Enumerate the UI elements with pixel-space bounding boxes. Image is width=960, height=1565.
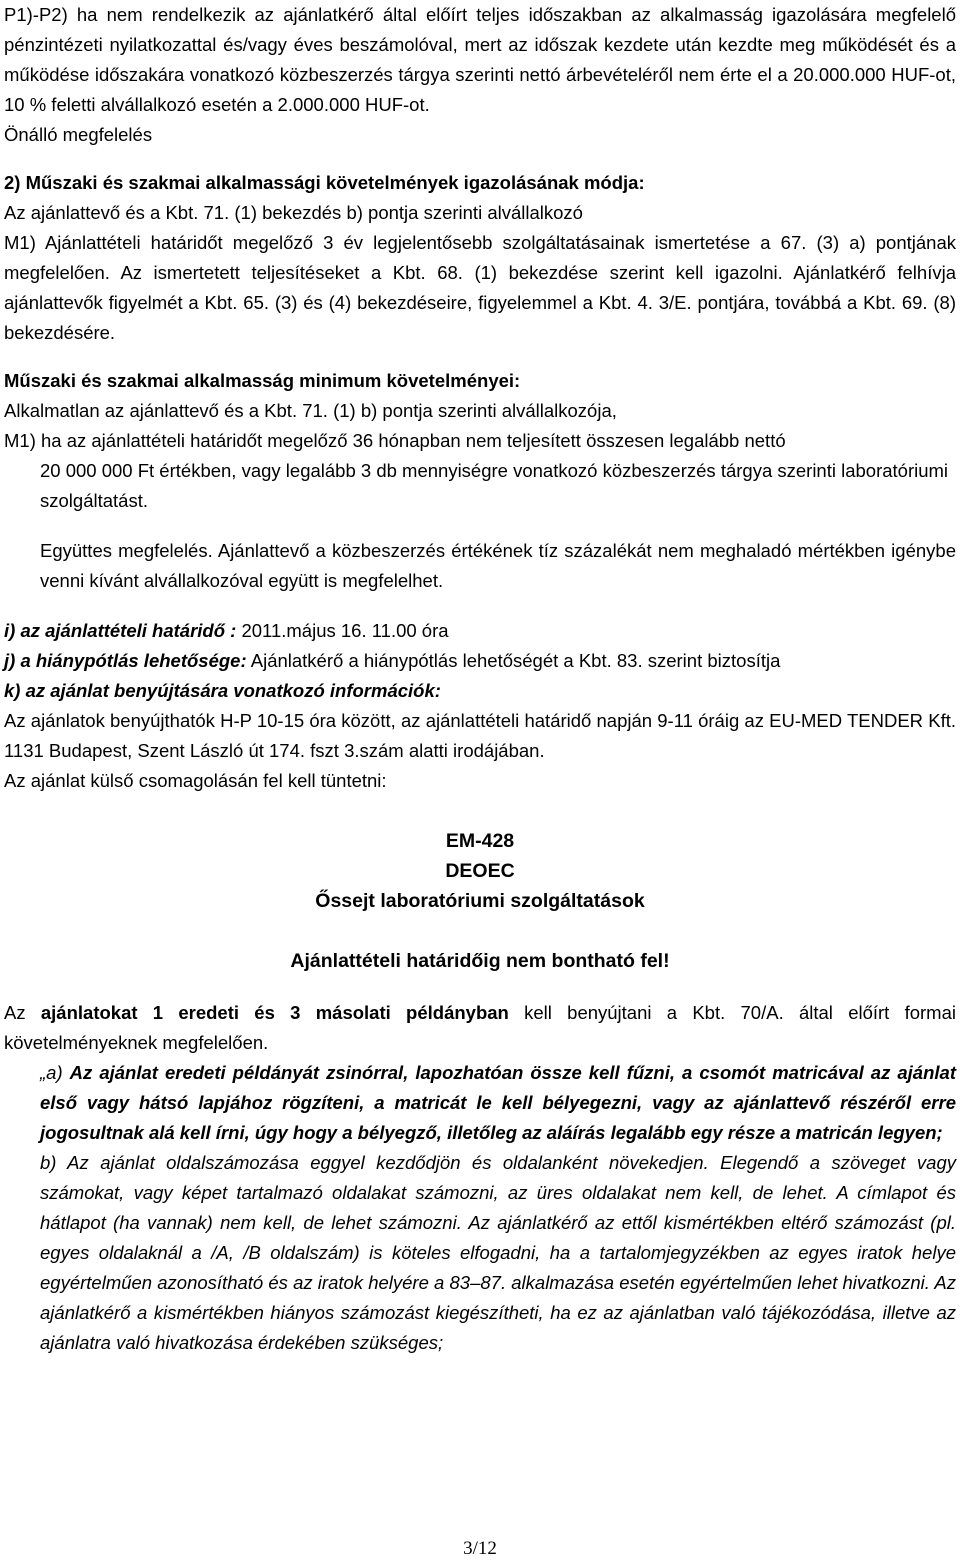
deadline-value: 2011.május 16. 11.00 óra (236, 620, 449, 641)
hianypotlas-line (4, 646, 956, 676)
copies-pre: Az (4, 1002, 41, 1023)
package-label-line3: Őssejt laboratóriumi szolgáltatások (315, 890, 645, 912)
copies-post: kell benyújtani a Kbt. 70/A. által előírt formai követelményeknek megfelelően. (4, 1002, 956, 1053)
minimum-m1-cont: 20 000 000 Ft értékben, vagy legalább 3 db mennyiségre vonatkozó közbeszerzés tárgya szerinti laboratóriumi szolgáltatást. (40, 460, 949, 511)
hianypotlas-label: j) a hiánypótlás lehetősége: (4, 650, 247, 671)
page-number: 3/12 (463, 1538, 497, 1559)
minimum-heading: Műszaki és szakmai alkalmasság minimum követelményei: (4, 370, 521, 391)
minimum-m1-lead: M1) ha az ajánlattételi határidőt megelőző 36 hónapban nem teljesített összesen legalább nettó (4, 430, 786, 451)
copies-paragraph (4, 998, 956, 1058)
rule-a-prefix: „a) (40, 1062, 70, 1083)
submission-heading: k) az ajánlat benyújtására vonatkozó információk: (4, 680, 441, 701)
deadline-line (4, 616, 956, 646)
section2-m1: M1) Ajánlattételi határidőt megelőző 3 év legjelentősebb szolgáltatásainak ismertetése a 67. (3) a) pontjának megfelelően. Az ismertetett teljesítéseket a Kbt. 68. (1) bekezdése szerint kell igazolni. Ajánlatkérő felhívja ajánlattevők figyelmét a Kbt. 65. (3) és (4) bekezdéseire, figyelemmel a Kbt. 4. 3/E. pontjára, továbbá a Kbt. 69. (8) bekezdésére. (4, 232, 956, 343)
package-label (4, 826, 956, 976)
package-warning: Ajánlattételi határidőig nem bontható fel! (290, 950, 670, 972)
onallo-megfeleles: Önálló megfelelés (4, 124, 153, 145)
hianypotlas-value: Ajánlatkérő a hiánypótlás lehetőségét a Kbt. 83. szerint biztosítja (246, 650, 781, 671)
p1-p2-paragraph: P1)-P2) ha nem rendelkezik az ajánlatkérő által előírt teljes időszakban az alkalmasság igazolására megfelelő pénzintézeti nyilatkozattal és/vagy éves beszámolóval, mert az időszak kezdete után kezdte meg működését és a működése időszakára vonatkozó közbeszerzés tárgya szerinti nettó árbevételéről nem érte el a 20.000.000 HUF-ot, 10 % feletti alvállalkozó esetén a 2.000.000 HUF-ot. (4, 4, 956, 115)
egyuttes-megfeleles: Együttes megfelelés. Ajánlattevő a közbeszerzés értékének tíz százalékát nem meghaladó mértékben igénybe venni kívánt alvállalkozóval együtt is megfelelhet. (40, 540, 956, 591)
deadline-label: i) az ajánlattételi határidő : (4, 620, 237, 641)
package-intro: Az ajánlat külső csomagolásán fel kell tüntetni: (4, 770, 387, 791)
rule-a (4, 1058, 956, 1148)
submission-text: Az ajánlatok benyújthatók H-P 10-15 óra között, az ajánlattételi határidő napján 9-11 óráig az EU-MED TENDER Kft. 1131 Budapest, Szent László út 174. fszt 3.szám alatti irodájában. (4, 710, 956, 761)
package-label-line2: DEOEC (445, 860, 515, 882)
rule-a-text: Az ajánlat eredeti példányát zsinórral, lapozhatóan össze kell fűzni, a csomót matricával az ajánlat első vagy hátsó lapjához rögzíteni, a matricát le kell bélyegezni, vagy az ajánlattevő részéről erre jogosultnak alá kell írni, úgy hogy a bélyegző, illetőleg az aláírás legalább egy része a matricán legyen; (40, 1062, 956, 1143)
rule-b: b) Az ajánlat oldalszámozása eggyel kezdődjön és oldalanként növekedjen. Elegendő a szöveget vagy számokat, vagy képet tartalmazó oldalakat számozni, az üres oldalakat nem kell, de lehet. A címlapot és hátlapot (ha vannak) nem kell, de lehet számozni. Az ajánlatkérő az ettől kismértékben eltérő számozást (pl. egyes oldalaknál a /A, /B oldalszám) is köteles elfogadni, ha a tartalomjegyzékben az egyes iratok helye egyértelműen azonosítható és az iratok helyére a 83–87. alkalmazása esetén egyértelműen lehet hivatkozni. Az ajánlatkérő a kismértékben hiányos számozást kiegészítheti, ha ez az ajánlatban való tájékozódása, illetve az ajánlatra való hivatkozása érdekében szükséges; (40, 1152, 956, 1353)
copies-bold: ajánlatokat 1 eredeti és 3 másolati példányban (40, 1002, 509, 1023)
section2-heading: 2) Műszaki és szakmai alkalmassági követelmények igazolásának módja: (4, 172, 645, 193)
package-label-line1: EM-428 (445, 830, 515, 852)
minimum-line1: Alkalmatlan az ajánlattevő és a Kbt. 71. (1) b) pontja szerinti alvállalkozója, (4, 400, 617, 421)
document-page (4, 0, 956, 1358)
section2-line1: Az ajánlattevő és a Kbt. 71. (1) bekezdés b) pontja szerinti alvállalkozó (4, 202, 583, 223)
